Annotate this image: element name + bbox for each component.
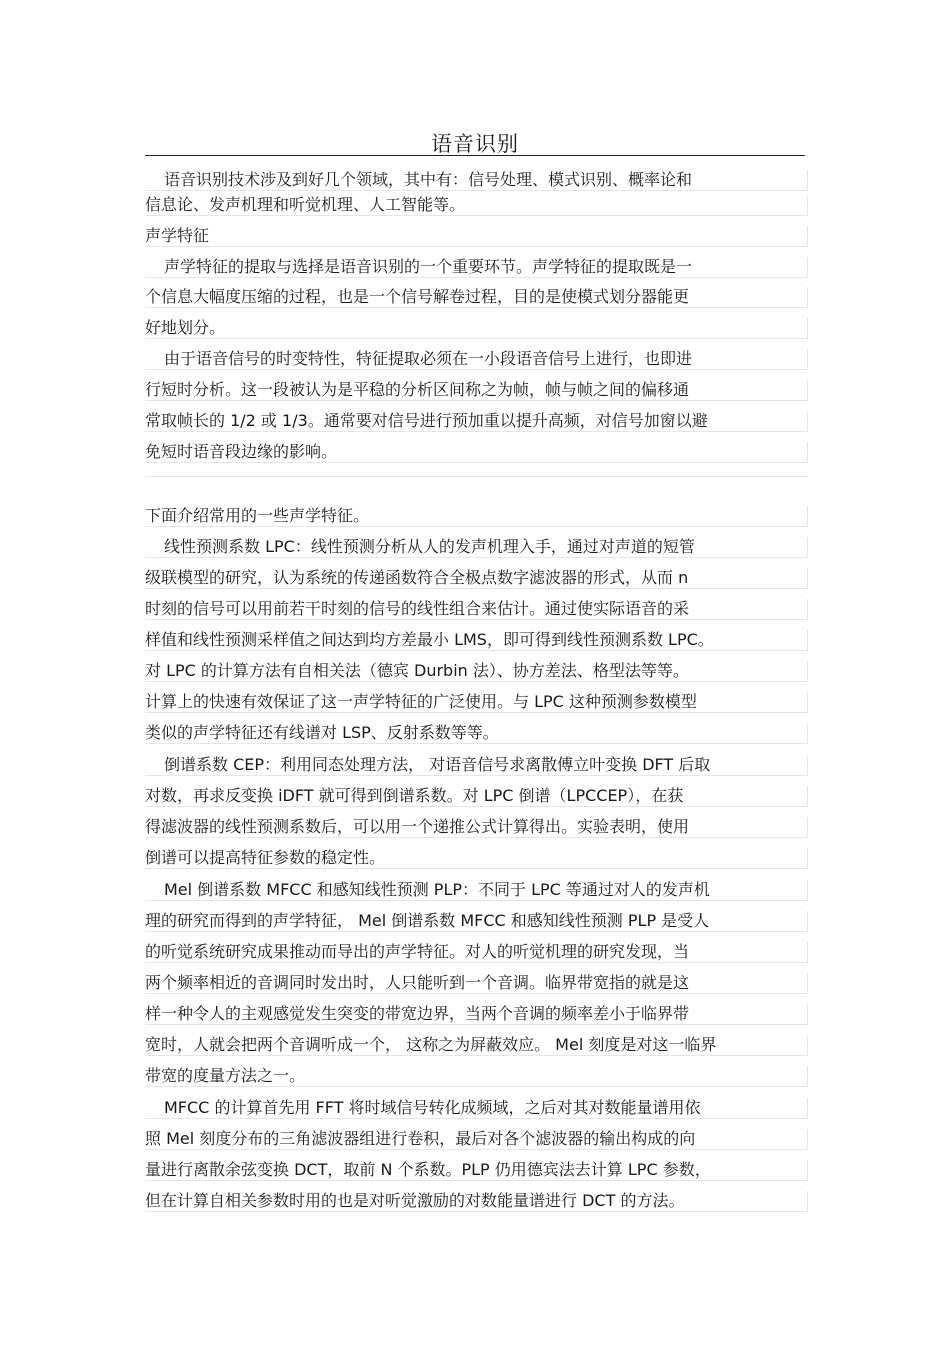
text-line: 个信息大幅度压缩的过程，也是一个信号解卷过程，目的是使模式划分器能更 (145, 287, 808, 308)
text-line: 声学特征 (145, 226, 808, 247)
text-line: 线性预测系数 LPC：线性预测分析从人的发声机理入手，通过对声道的短管 (145, 537, 808, 558)
text-line: 样值和线性预测采样值之间达到均方差最小 LMS，即可得到线性预测系数 LPC。 (145, 630, 808, 651)
text-line: 类似的声学特征还有线谱对 LSP、反射系数等等。 (145, 723, 808, 744)
text-line: 下面介绍常用的一些声学特征。 (145, 506, 808, 527)
text-line: 理的研究而得到的声学特征， Mel 倒谱系数 MFCC 和感知线性预测 PLP 是受人 (145, 911, 808, 932)
text-line: 量进行离散余弦变换 DCT，取前 N 个系数。PLP 仍用德宾法去计算 LPC 参数， (145, 1160, 808, 1181)
text-line: 由于语音信号的时变特性，特征提取必须在一小段语音信号上进行，也即进 (145, 349, 808, 370)
text-line: 常取帧长的 1/2 或 1/3。通常要对信号进行预加重以提升高频，对信号加窗以避 (145, 411, 808, 432)
text-line: 好地划分。 (145, 318, 808, 339)
text-line: 带宽的度量方法之一。 (145, 1066, 808, 1087)
text-line: 的听觉系统研究成果推动而导出的声学特征。对人的听觉机理的研究发现，当 (145, 942, 808, 963)
text-line: 对数，再求反变换 iDFT 就可得到倒谱系数。对 LPC 倒谱（LPCCEP），在获 (145, 786, 808, 807)
title-underline (145, 155, 805, 156)
text-line: 免短时语音段边缘的影响。 (145, 442, 808, 463)
text-line: 倒谱可以提高特征参数的稳定性。 (145, 848, 808, 869)
text-line: Mel 倒谱系数 MFCC 和感知线性预测 PLP：不同于 LPC 等通过对人的发声机 (145, 880, 808, 901)
text-line: MFCC 的计算首先用 FFT 将时域信号转化成频域，之后对其对数能量谱用依 (145, 1098, 808, 1119)
text-line: 行短时分析。这一段被认为是平稳的分析区间称之为帧，帧与帧之间的偏移通 (145, 380, 808, 401)
text-line: 信息论、发声机理和听觉机理、人工智能等。 (145, 195, 808, 216)
text-line: 级联模型的研究，认为系统的传递函数符合全极点数字滤波器的形式，从而 n (145, 568, 808, 589)
text-line: 倒谱系数 CEP：利用同态处理方法， 对语音信号求离散傅立叶变换 DFT 后取 (145, 755, 808, 776)
text-line (145, 476, 808, 477)
text-line: 得滤波器的线性预测系数后，可以用一个递推公式计算得出。实验表明，使用 (145, 817, 808, 838)
text-line: 对 LPC 的计算方法有自相关法（德宾 Durbin 法）、协方差法、格型法等等。 (145, 661, 808, 682)
text-line: 照 Mel 刻度分布的三角滤波器组进行卷积，最后对各个滤波器的输出构成的向 (145, 1129, 808, 1150)
text-line: 声学特征的提取与选择是语音识别的一个重要环节。声学特征的提取既是一 (145, 257, 808, 278)
text-line: 时刻的信号可以用前若干时刻的信号的线性组合来估计。通过使实际语音的采 (145, 599, 808, 620)
text-line: 语音识别技术涉及到好几个领域，其中有：信号处理、模式识别、概率论和 (145, 170, 808, 191)
text-line: 但在计算自相关参数时用的也是对听觉激励的对数能量谱进行 DCT 的方法。 (145, 1191, 808, 1212)
document-title: 语音识别 (431, 132, 519, 156)
text-line: 宽时，人就会把两个音调听成一个， 这称之为屏蔽效应。 Mel 刻度是对这一临界 (145, 1035, 808, 1056)
text-line: 样一种令人的主观感觉发生突变的带宽边界，当两个音调的频率差小于临界带 (145, 1004, 808, 1025)
text-line: 两个频率相近的音调同时发出时，人只能听到一个音调。临界带宽指的就是这 (145, 973, 808, 994)
text-line: 计算上的快速有效保证了这一声学特征的广泛使用。与 LPC 这种预测参数模型 (145, 692, 808, 713)
